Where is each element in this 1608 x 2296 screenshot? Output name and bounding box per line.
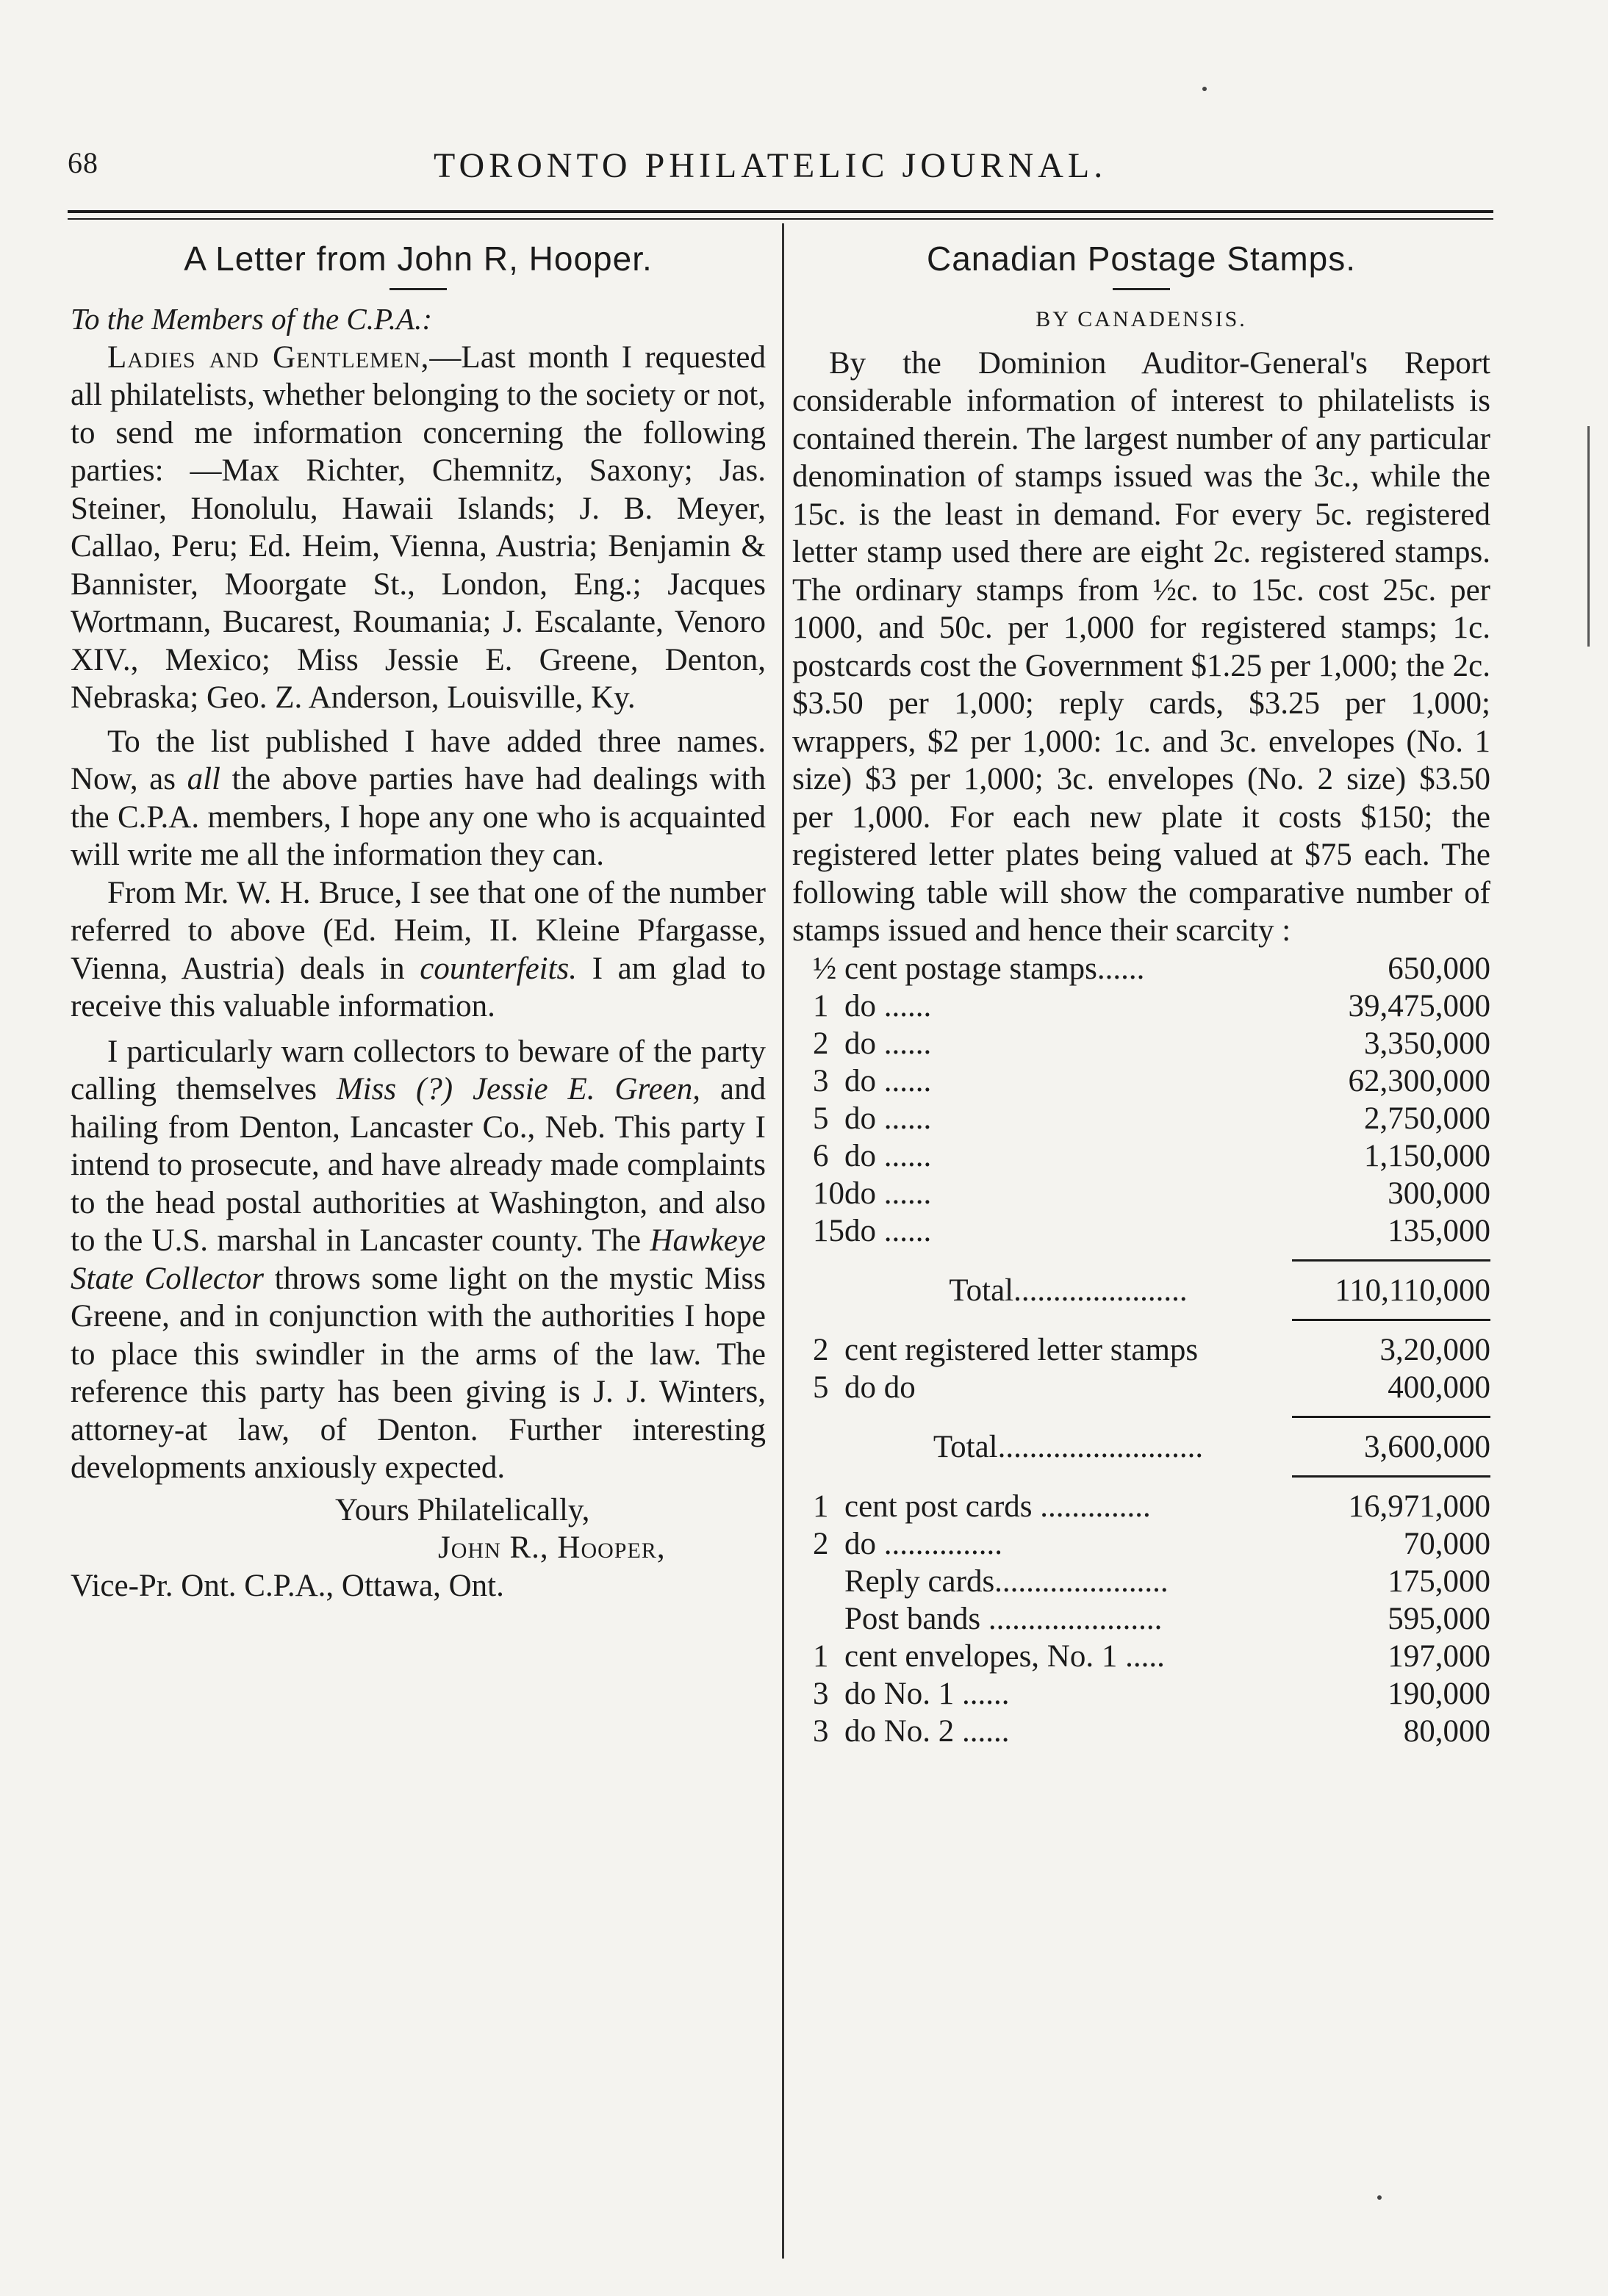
- quantity: 16,971,000: [1348, 1489, 1490, 1524]
- item-description: cent envelopes, No. 1 .....: [844, 1638, 1165, 1674]
- emphasis: all: [187, 762, 220, 796]
- quantity: 400,000: [1388, 1370, 1490, 1405]
- denomination: 6: [813, 1138, 829, 1173]
- denomination: 3: [813, 1713, 829, 1749]
- total-label: Total......................: [949, 1273, 1188, 1308]
- item-description: do do: [844, 1370, 916, 1405]
- signature-name: John R., Hooper,: [438, 1530, 666, 1565]
- quantity: 70,000: [1403, 1526, 1490, 1561]
- item-description: cent postage stamps......: [844, 951, 1145, 986]
- quantity: 1,150,000: [1364, 1138, 1490, 1173]
- total-value: 110,110,000: [1335, 1273, 1490, 1308]
- denomination: 5: [813, 1101, 829, 1136]
- table-row: [792, 1713, 1490, 1750]
- paragraph-text: From Mr. W. H. Bruce, I see that one of the number referred to above (Ed. Heim, II. Kleine Pfargasse, Vienna, Austria) deals in: [71, 875, 766, 986]
- quantity: 3,350,000: [1364, 1026, 1490, 1061]
- header-rule-bottom: [68, 218, 1493, 220]
- table-row: [792, 1175, 1490, 1212]
- denomination: 5: [813, 1370, 829, 1405]
- table-row: [792, 1638, 1490, 1675]
- greeting: Ladies and Gentlemen,: [107, 339, 430, 375]
- paragraph-text: I am glad to receive this valuable information.: [71, 951, 766, 1023]
- total-label: Total..........................: [933, 1429, 1204, 1464]
- table-row: [792, 1600, 1490, 1638]
- table-row: [792, 1100, 1490, 1137]
- table-rule: [792, 1309, 1490, 1331]
- quantity: 650,000: [1388, 951, 1490, 986]
- paragraph-text: and hailing from Denton, Lancaster Co., Neb. This party I intend to prosecute, and have already made complaints to the head postal authorities at Washington, and also to the U.S. marshal in Lancaster county. The: [71, 1072, 767, 1258]
- table-row: [792, 1525, 1490, 1563]
- quantity: 39,475,000: [1348, 988, 1490, 1023]
- quantity: 2,750,000: [1364, 1101, 1490, 1136]
- page-number: 68: [68, 146, 98, 179]
- paragraph-text: throws some light on the mystic Miss Greene, and in conjunction with the authorities I hope to place this swindler in the arms of the law. The reference this party has been giving is J. J. Winters, attorney-at law, of Denton. Further interesting developments anxiously expected.: [71, 1261, 767, 1485]
- paragraph-text: I particularly warn collectors to beware of the party calling themselves: [71, 1034, 766, 1106]
- signoff: Yours Philatelically,: [335, 1492, 590, 1527]
- salutation: To the Members of the C.P.A.:: [71, 302, 432, 336]
- header-rule-top: [68, 210, 1493, 213]
- paragraph-text: —Last month I requested all philatelists, whether belonging to the society or not, to send me information concerning the following parties: —Max Richter, Chemnitz, Saxony; Jas. Steiner, Honolulu, Hawaii Islands; J. B. Meyer, Callao, Peru; Ed. Heim, Vienna, Austria; Benjamin & Bannister, Moorgate St., London, Eng.; Jacques Wortmann, Bucarest, Roumania; J. Escalante, Venoro XIV., Mexico; Miss Jessie E. Greene, Denton, Nebraska; Geo. Z. Anderson, Louisville, Ky.: [71, 339, 766, 715]
- denomination: 3: [813, 1063, 829, 1098]
- denomination: 2: [813, 1332, 829, 1367]
- table-row: [792, 1331, 1490, 1369]
- item-description: Reply cards......................: [844, 1563, 1169, 1599]
- item-description: do ......: [844, 988, 932, 1023]
- quantity: 197,000: [1388, 1638, 1490, 1674]
- table-row: [792, 1563, 1490, 1600]
- item-description: do ......: [844, 1176, 932, 1211]
- table-row: [792, 1675, 1490, 1713]
- paragraph: By the Dominion Auditor-General's Report considerable information of interest to philatelists is contained therein. The largest number of any particular denomination of stamps issued was the 3c., while the 15c. is the least in demand. For every 5c. registered letter stamp used there are eight 2c. registered stamps. The ordinary stamps from ½c. to 15c. cost 25c. per 1000, and 50c. per 1,000 for registered stamps; 1c. postcards cost the Government $1.25 per 1,000; the 2c. $3.50 per 1,000; reply cards, $3.25 per 1,000; wrappers, $2 per 1,000: 1c. and 3c. envelopes (No. 1 size) $3 per 1,000; 3c. envelopes (No. 2 size) $3.50 per 1,000. For each new plate it costs $150; the registered letter plates being valued at $75 each. The following table will show the comparative number of stamps issued and hence their scarcity :: [792, 345, 1490, 948]
- right-column: [792, 228, 1490, 1750]
- paragraph-text: To the list published I have added three names. Now, as: [71, 724, 766, 796]
- scan-margin-line: [1587, 426, 1590, 647]
- quantity: 300,000: [1388, 1176, 1490, 1211]
- byline: BY CANADENSIS.: [1035, 307, 1247, 331]
- stamp-table: [792, 950, 1490, 1750]
- title-rule: [1113, 288, 1170, 290]
- item-description: do ......: [844, 1101, 932, 1136]
- running-head: TORONTO PHILATELIC JOURNAL.: [434, 146, 1108, 185]
- denomination: [792, 1600, 844, 1638]
- item-description: do No. 1 ......: [844, 1676, 1010, 1711]
- denomination: 1: [813, 1638, 829, 1674]
- quantity: 62,300,000: [1348, 1063, 1490, 1098]
- paragraph: [71, 1033, 766, 1487]
- denomination: 3: [813, 1676, 829, 1711]
- denomination: [792, 1563, 844, 1600]
- column-divider: [782, 223, 784, 2259]
- table-body: [792, 1488, 1490, 1750]
- denomination: 10: [813, 1176, 844, 1211]
- emphasis: Miss (?) Jessie E. Green,: [336, 1072, 701, 1106]
- table-row: [792, 1025, 1490, 1062]
- quantity: 135,000: [1388, 1213, 1490, 1248]
- item-description: do ......: [844, 1213, 932, 1248]
- denomination: 1: [813, 1489, 829, 1524]
- table-row: [792, 1212, 1490, 1250]
- article-title: Canadian Postage Stamps.: [926, 240, 1357, 278]
- table-row: [792, 1272, 1490, 1309]
- scan-speck: [1377, 2195, 1382, 2200]
- denomination: ½: [813, 951, 837, 986]
- table-row: [792, 1488, 1490, 1525]
- quantity: 3,20,000: [1379, 1332, 1490, 1367]
- denomination: 2: [813, 1026, 829, 1061]
- table-rule: [792, 1466, 1490, 1488]
- item-description: do ......: [844, 1026, 932, 1061]
- paragraph-text: the above parties have had dealings with the C.P.A. members, I hope any one who is acquainted will write me all the information they can.: [71, 762, 766, 872]
- table-body: [792, 950, 1490, 1250]
- table-rule: [792, 1250, 1490, 1272]
- item-description: do ......: [844, 1063, 932, 1098]
- paragraph: [71, 874, 766, 1026]
- table-row: [792, 950, 1490, 987]
- paragraph: [71, 339, 766, 717]
- table-row: [792, 1428, 1490, 1466]
- article-title: A Letter from John R, Hooper.: [184, 240, 653, 278]
- total-value: 3,600,000: [1364, 1429, 1490, 1464]
- item-description: do No. 2 ......: [844, 1713, 1010, 1749]
- scan-speck: [1202, 87, 1207, 91]
- quantity: 80,000: [1403, 1713, 1490, 1749]
- title-rule: [390, 288, 447, 290]
- denomination: 15: [813, 1213, 844, 1248]
- item-description: cent post cards ..............: [844, 1489, 1151, 1524]
- table-rule: [792, 1406, 1490, 1428]
- item-description: Post bands ......................: [844, 1601, 1163, 1636]
- table-row: [792, 1062, 1490, 1100]
- table-row: [792, 1369, 1490, 1406]
- quantity: 190,000: [1388, 1676, 1490, 1711]
- table-row: [792, 987, 1490, 1025]
- denomination: 1: [813, 988, 829, 1023]
- emphasis: counterfeits.: [420, 951, 578, 986]
- emphasis: Hawkeye State Collector: [71, 1223, 766, 1296]
- item-description: do ......: [844, 1138, 932, 1173]
- signature-title: Vice-Pr. Ont. C.P.A., Ottawa, Ont.: [71, 1568, 504, 1603]
- item-description: cent registered letter stamps: [844, 1332, 1199, 1367]
- denomination: 2: [813, 1526, 829, 1561]
- paragraph: [71, 723, 766, 874]
- table-row: [792, 1137, 1490, 1175]
- item-description: do ...............: [844, 1526, 1002, 1561]
- quantity: 595,000: [1388, 1601, 1490, 1636]
- quantity: 175,000: [1388, 1563, 1490, 1599]
- table-body: [792, 1331, 1490, 1406]
- left-column: [71, 228, 766, 1605]
